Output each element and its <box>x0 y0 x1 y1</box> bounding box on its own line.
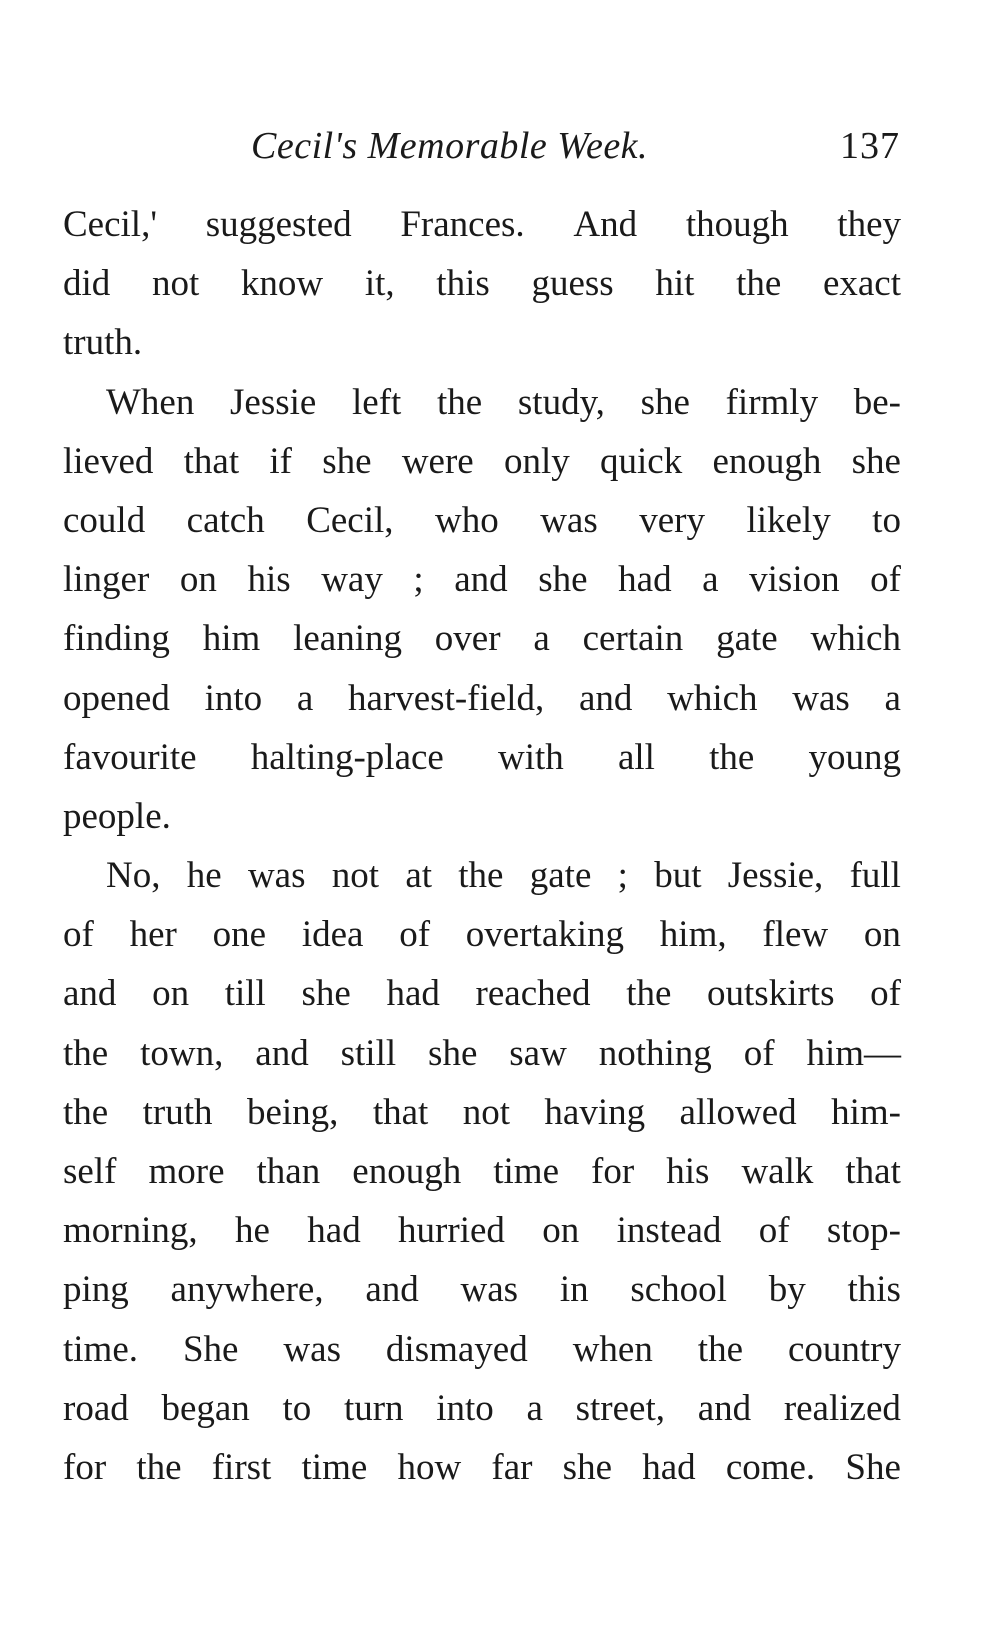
word: which <box>810 618 901 660</box>
word: flew <box>762 914 829 956</box>
word: more <box>148 1151 225 1192</box>
text-line <box>63 1320 901 1379</box>
word: that <box>372 1091 429 1133</box>
text-line <box>63 195 901 254</box>
word: on <box>863 914 901 956</box>
word: ping <box>63 1269 129 1311</box>
word: nothing <box>598 1032 712 1074</box>
word: certain <box>582 618 684 660</box>
word: was <box>283 1328 341 1370</box>
body-text <box>63 195 901 1497</box>
word: far <box>491 1446 533 1488</box>
word: had <box>642 1446 696 1488</box>
word: young <box>808 736 901 778</box>
word: she <box>428 1032 478 1074</box>
word: at <box>405 855 433 897</box>
word: how <box>397 1446 462 1488</box>
word: could <box>63 499 146 541</box>
word: had <box>307 1210 361 1252</box>
word: time <box>493 1151 559 1192</box>
word: linger <box>63 559 150 601</box>
word: not <box>151 263 200 305</box>
paragraph <box>63 195 901 373</box>
word: gate <box>529 855 592 897</box>
word: his <box>247 559 291 601</box>
word: when <box>572 1328 653 1370</box>
word: over <box>434 618 501 660</box>
text-line <box>63 491 901 550</box>
word: that <box>183 440 240 482</box>
word: first <box>211 1446 272 1488</box>
word: catch <box>186 499 265 541</box>
word: turn <box>343 1387 404 1429</box>
word: study, <box>517 381 605 423</box>
word: halting-place <box>250 736 444 778</box>
word: time. <box>63 1328 139 1370</box>
word: on <box>179 559 217 601</box>
word: and <box>365 1269 419 1311</box>
word: she <box>322 440 372 482</box>
word: country <box>787 1328 901 1370</box>
word: her <box>129 914 177 956</box>
word: him— <box>806 1032 901 1074</box>
word: him- <box>831 1091 901 1133</box>
word: was <box>460 1269 519 1311</box>
text-line <box>63 373 901 432</box>
word: him <box>202 618 261 660</box>
word: he <box>186 855 222 897</box>
word: did <box>63 263 111 305</box>
word: and <box>697 1387 752 1429</box>
word: come. <box>725 1446 816 1488</box>
word: though <box>685 204 789 245</box>
word: ; <box>413 559 424 601</box>
text-line <box>63 1083 901 1142</box>
word: overtaking <box>465 914 625 956</box>
word: idea <box>301 914 364 956</box>
text-line <box>63 846 901 905</box>
word: being, <box>246 1091 339 1133</box>
word: which <box>667 677 758 719</box>
word: left <box>352 381 402 423</box>
word: dismayed <box>385 1328 528 1370</box>
word: began <box>161 1387 250 1429</box>
word: till <box>224 973 266 1015</box>
word: into <box>204 677 263 719</box>
word: a <box>526 1387 543 1429</box>
word: she <box>301 973 351 1015</box>
paragraph <box>63 846 901 1497</box>
word: full <box>849 855 901 897</box>
word: town, <box>140 1032 224 1074</box>
word: had <box>386 973 440 1015</box>
word: for <box>591 1151 635 1192</box>
word: with <box>498 736 564 778</box>
word: be- <box>853 381 901 423</box>
word: the <box>63 1091 109 1133</box>
text-line <box>63 550 901 609</box>
word: opened <box>63 677 170 719</box>
word: on <box>152 973 190 1015</box>
word: guess <box>531 263 614 305</box>
word: walk <box>741 1151 814 1192</box>
word: were <box>401 440 474 482</box>
word: leaning <box>293 618 402 660</box>
text-line <box>63 728 901 787</box>
word: he <box>234 1210 270 1252</box>
word: and <box>454 559 508 601</box>
text-line <box>63 905 901 964</box>
word: they <box>837 204 901 245</box>
text-line: people. <box>63 795 171 837</box>
word: lieved <box>63 440 154 482</box>
word: of <box>870 973 901 1015</box>
word: having <box>544 1091 646 1133</box>
text-line <box>63 964 901 1023</box>
word: this <box>847 1269 901 1311</box>
word: it, <box>364 263 395 305</box>
word: No, <box>106 855 161 897</box>
word: allowed <box>679 1091 797 1133</box>
word: the <box>136 1446 182 1488</box>
word: that <box>845 1151 901 1192</box>
word: this <box>436 263 490 305</box>
word: harvest-field, <box>348 677 545 719</box>
word: of <box>743 1032 775 1074</box>
text-line <box>63 609 901 668</box>
word: the <box>736 263 782 305</box>
word: saw <box>509 1032 567 1074</box>
word: who <box>435 499 499 541</box>
word: she <box>640 381 690 423</box>
word: but <box>654 855 702 897</box>
word: enough <box>712 440 822 482</box>
word: of <box>399 914 431 956</box>
word: street, <box>575 1387 665 1429</box>
word: was <box>792 677 850 719</box>
text-line <box>63 1024 901 1083</box>
word: was <box>247 855 306 897</box>
word: stop- <box>826 1210 901 1252</box>
word: suggested <box>205 204 352 245</box>
word: one <box>212 914 267 956</box>
word: the <box>709 736 755 778</box>
word: on <box>542 1210 580 1252</box>
word: firmly <box>725 381 819 423</box>
word: than <box>256 1151 321 1192</box>
word: all <box>617 736 655 778</box>
word: ; <box>617 855 628 897</box>
word: not <box>462 1091 510 1133</box>
text-line <box>63 254 901 313</box>
word: a <box>702 559 719 601</box>
word: him, <box>659 914 727 956</box>
word: to <box>282 1387 312 1429</box>
word: to <box>872 499 901 541</box>
word: for <box>63 1446 107 1488</box>
word: quick <box>600 440 683 482</box>
word: way <box>321 559 383 601</box>
text-line <box>63 1260 901 1319</box>
paragraph <box>63 373 901 847</box>
word: the <box>626 973 672 1015</box>
word: road <box>63 1387 129 1429</box>
word: hurried <box>398 1210 505 1252</box>
word: of <box>63 914 94 956</box>
word: had <box>618 559 672 601</box>
word: school <box>630 1269 727 1311</box>
word: she <box>851 440 901 482</box>
word: of <box>870 559 901 601</box>
word: she <box>562 1446 612 1488</box>
word: hit <box>655 263 695 305</box>
word: very <box>639 499 705 541</box>
word: a <box>296 677 314 719</box>
word: time <box>301 1446 368 1488</box>
word: outskirts <box>707 973 835 1015</box>
word: She <box>845 1446 901 1488</box>
word: the <box>697 1328 743 1370</box>
word: She <box>182 1328 239 1370</box>
word: truth <box>142 1091 213 1133</box>
word: vision <box>749 559 840 601</box>
word: instead <box>616 1210 722 1252</box>
text-line <box>63 1438 901 1497</box>
word: know <box>240 263 324 305</box>
word: and <box>578 677 633 719</box>
word: Jessie, <box>727 855 824 897</box>
word: anywhere, <box>170 1269 324 1311</box>
word: gate <box>716 618 778 660</box>
word: the <box>437 381 483 423</box>
word: self <box>63 1151 117 1192</box>
word: she <box>538 559 588 601</box>
word: And <box>573 204 638 245</box>
text-line <box>63 1142 901 1201</box>
word: Frances. <box>400 204 525 245</box>
page-number: 137 <box>840 125 900 167</box>
word: favourite <box>63 736 197 778</box>
text-line: truth. <box>63 322 143 364</box>
word: a <box>533 618 550 660</box>
word: by <box>768 1269 806 1311</box>
word: Cecil, <box>306 499 394 541</box>
word: finding <box>63 618 170 660</box>
word: morning, <box>63 1210 198 1252</box>
word: was <box>540 499 598 541</box>
text-line <box>63 669 901 728</box>
word: the <box>63 1032 109 1074</box>
word: not <box>331 855 380 897</box>
running-title: Cecil's Memorable Week. <box>251 125 649 167</box>
word: Cecil,' <box>63 204 157 245</box>
word: his <box>666 1151 710 1192</box>
word: into <box>436 1387 494 1429</box>
word: a <box>884 677 901 719</box>
word: reached <box>475 973 591 1015</box>
word: and <box>63 973 117 1015</box>
word: Jessie <box>230 381 317 423</box>
word: if <box>269 440 292 482</box>
running-head <box>60 116 900 176</box>
word: of <box>758 1210 790 1252</box>
word: only <box>503 440 570 482</box>
word: realized <box>783 1387 901 1429</box>
word: enough <box>352 1151 462 1192</box>
text-line <box>63 1379 901 1438</box>
text-line <box>63 1201 901 1260</box>
word: and <box>255 1032 309 1074</box>
word: the <box>458 855 504 897</box>
word: When <box>106 381 195 423</box>
word: exact <box>822 263 901 305</box>
word: likely <box>746 499 831 541</box>
word: still <box>340 1032 397 1074</box>
word: in <box>559 1269 589 1311</box>
text-line <box>63 432 901 491</box>
